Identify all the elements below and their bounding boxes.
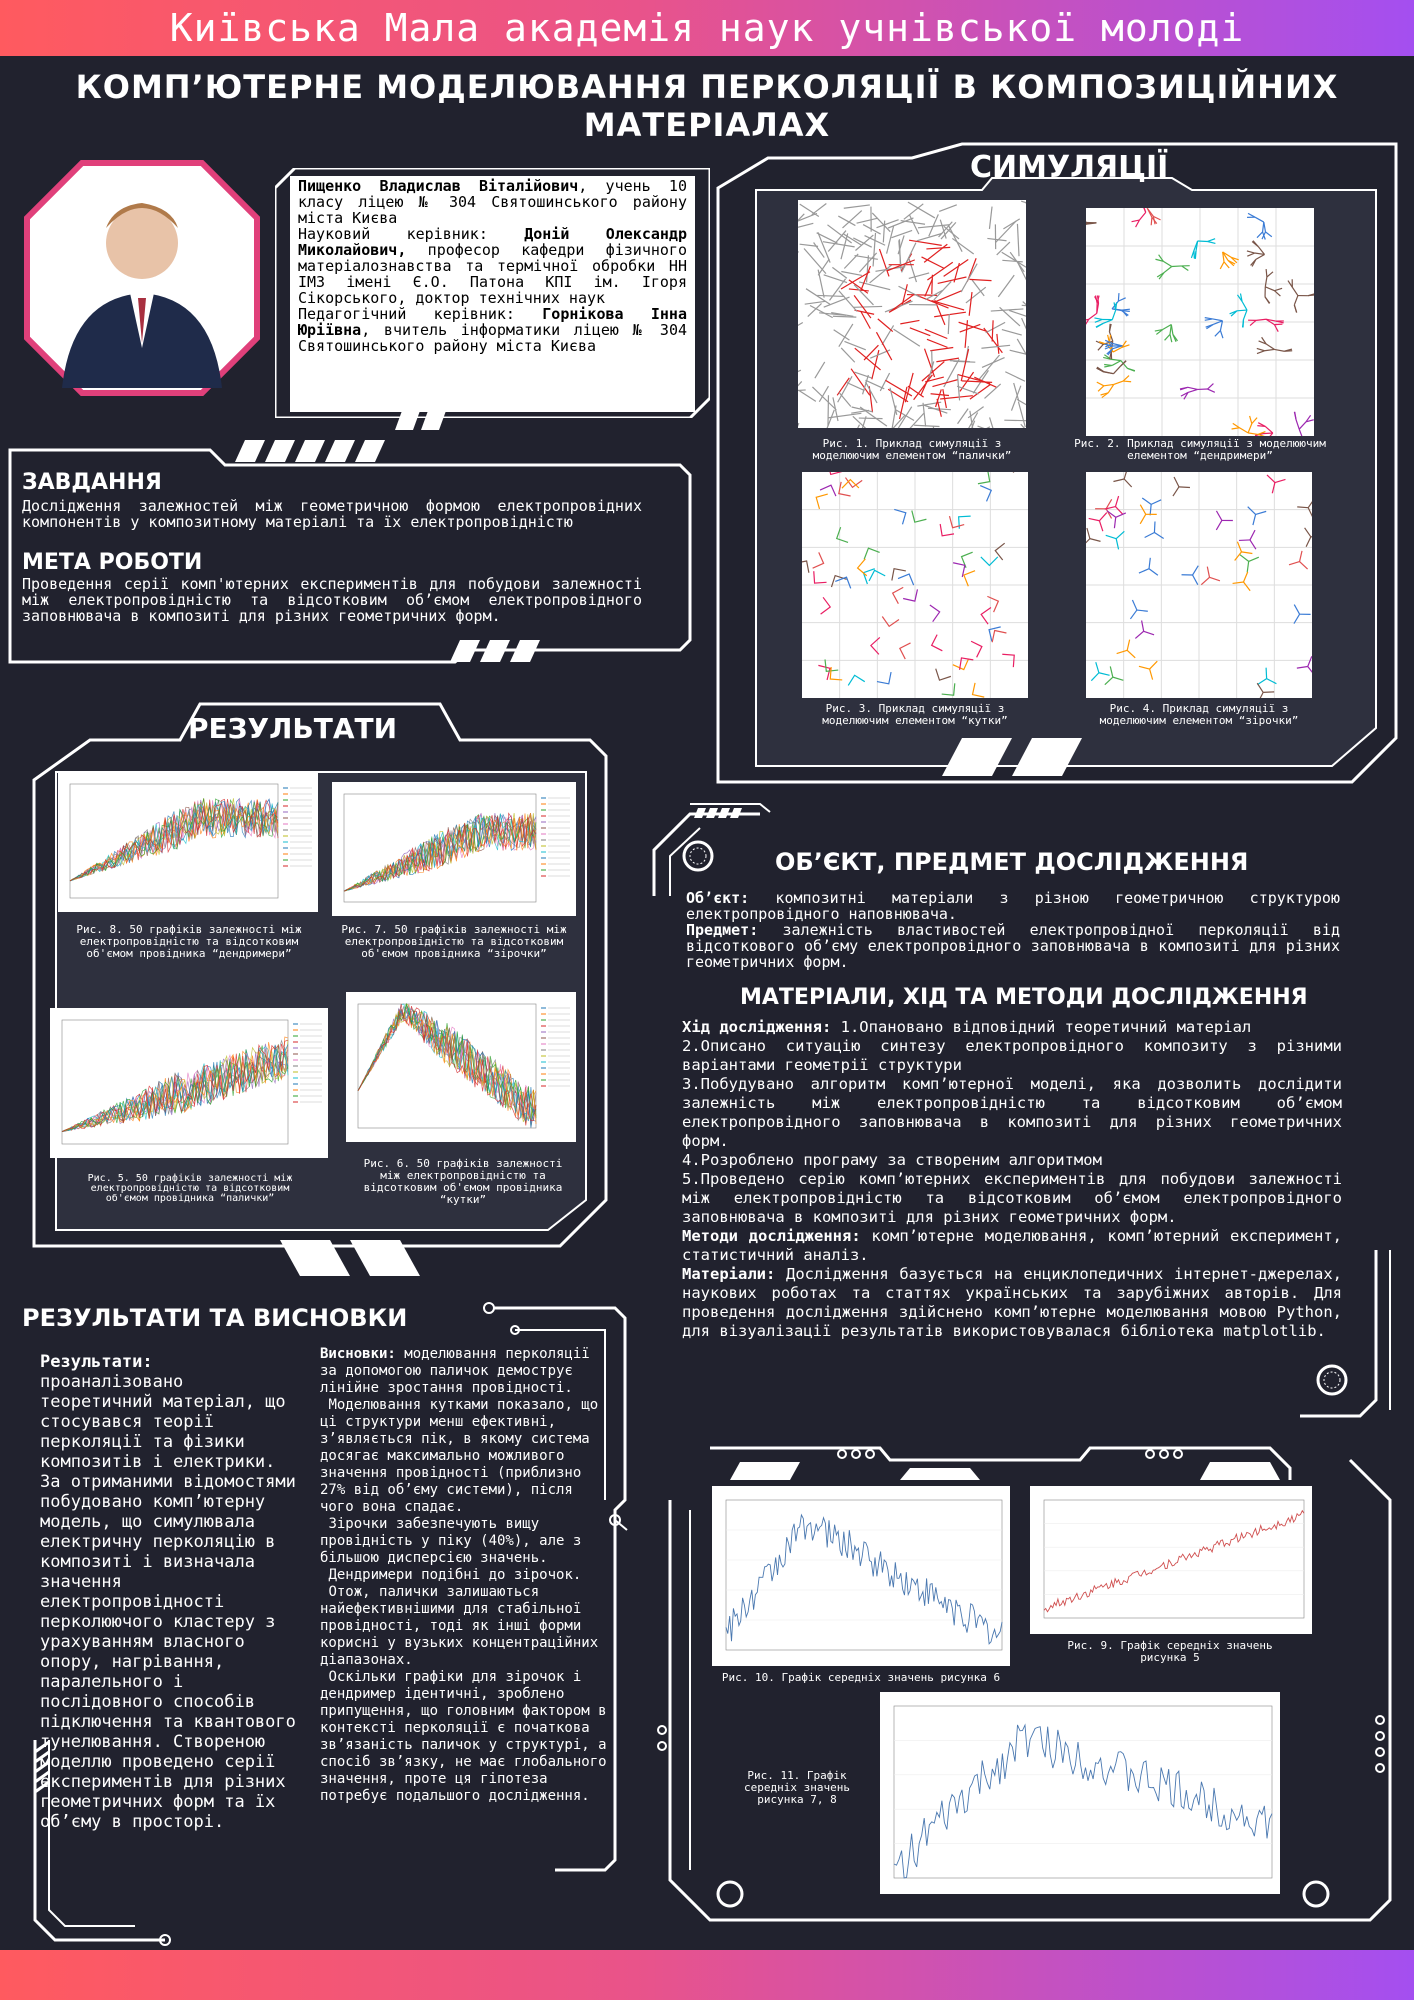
methods-text: Хід дослідження: 1.Опановано відповідний теоретичний матеріал 2.Описано ситуацію синтезу електропровідного композиту з різними варіантами геометрії структури 3.Побудувано алгоритм комп’ютерної моделі, яка дозволить дослідити залежність між електропровідністю та відсотковим об’ємом електропровідного заповнювача в композиті для різних геометричних форм. 4.Розроблено програму за створеним алгоритмом 5.Проведено серію комп’ютерних експериментів для побудови залежності між електропровідністю та відсотковим об’ємом електропровідного заповнювача в композиті для різних геометричних форм. Методи дослідження: комп’ютерне моделювання, комп’ютерний експеримент, статистичний аналіз. Матеріали: Дослідження базується на енциклопедичних інтернет-джерелах, наукових роботах та статтях українських та зарубіжних авторів. Для проведення дослідження здійснено комп’ютерне моделювання мовою Python, для візуалізації результатів використовувалася бібліотека matplotlib. xyxy=(682,1018,1343,1340)
sim-figure-1 xyxy=(798,200,1026,428)
sim-caption-1: Рис. 1. Приклад симуляції з моделюючим елементом “палички” xyxy=(812,437,1012,462)
results-summary: Результати: проаналізовано теоретичний матеріал, що стосувався теорії перколяції та фізики композитів і електрики. За отриманими відомостями побудовано комп’ютерну модель, що симулювала електричну перколяцію в композиті і визначала значення електропровідності перколюючого кластеру з урахуванням власного опору, нагрівання, паралельного і послідовного способів підключення та квантового тунелювання. Створеною моделлю проведено серії експериментів для різних геометричних форм та їх об’єму в просторі. xyxy=(40,1352,296,1832)
object-text: Об’єкт: композитні матеріали з різною геометричною структурою електропровідного наповнювача. Предмет: залежність властивостей електропровідної перколяції від відсоткового об’єму електропровідного заповнювача в композиті для різних геометричних форм. xyxy=(686,889,1340,971)
author-photo xyxy=(22,158,262,398)
org-name: Київська Мала академія наук учнівської молоді xyxy=(169,6,1245,50)
task-text: Дослідження залежностей між геометричною формою електропровідних компонентів у композитному матеріалі та їх електропровідністю xyxy=(22,497,642,531)
sim-caption-2: Рис. 2. Приклад симуляції з моделюючим елементом “дендримери” xyxy=(1074,437,1326,462)
avg-caption-9: Рис. 9. Графік середніх значень рисунка 5 xyxy=(1067,1639,1273,1664)
avg-figure-11 xyxy=(880,1692,1280,1894)
simulations-heading: СИМУЛЯЦІЇ xyxy=(970,150,1169,185)
bottom-banner xyxy=(0,1950,1414,2000)
goal-text: Проведення серії комп'ютерних експериментів для побудови залежності між електропровідністю та відсотковим об’ємом електропровідного заповнювача в композиті для різних геометричних форм. xyxy=(22,575,642,625)
sim-caption-3: Рис. 3. Приклад симуляції з моделюючим елементом “кутки” xyxy=(822,702,1008,727)
author-card: Пищенко Владислав Віталійович, учень 10 класу ліцею № 304 Святошинського району міста Києва Науковий керівник: Доній Олександр Миколайович, професор кафедри фізичного матеріалознавства та термічної обробки НН ІМЗ імені Є.О. Патона КПІ ім. Ігоря Сікорського, доктор технічних наук Педагогічний керівник: Горнікова Інна Юріївна, вчитель інформатики ліцею № 304 Святошинського району міста Києва xyxy=(290,176,695,412)
avg-caption-11: Рис. 11. Графік середніх значень рисунка 7, 8 xyxy=(744,1769,850,1806)
author-name: Пищенко Владислав Віталійович xyxy=(298,177,579,195)
conclusions-heading: РЕЗУЛЬТАТИ ТА ВИСНОВКИ xyxy=(22,1304,408,1332)
result-figure-7 xyxy=(332,782,576,916)
stripe-deco xyxy=(395,408,455,430)
sim-caption-4: Рис. 4. Приклад симуляції з моделюючим елементом “зірочки” xyxy=(1099,702,1299,727)
avg-caption-10: Рис. 10. Графік середніх значень рисунка 6 xyxy=(721,1671,1001,1684)
goal-heading: МЕТА РОБОТИ xyxy=(22,550,203,575)
object-heading: ОБ’ЄКТ, ПРЕДМЕТ ДОСЛІДЖЕННЯ xyxy=(775,848,1249,876)
result-figure-6 xyxy=(346,992,576,1142)
result-caption-5: Рис. 5. 50 графіків залежності між електропровідністю та відсотковим об'ємом провідника “палички” xyxy=(87,1173,293,1204)
top-banner xyxy=(0,0,1414,56)
result-figure-8 xyxy=(58,772,318,912)
supervisor-name: Доній Олександр Миколайович, xyxy=(298,225,687,259)
sim-figure-2 xyxy=(1086,208,1314,436)
result-caption-8: Рис. 8. 50 графіків залежності між електропровідністю та відсотковим об'ємом провідника “дендримери” xyxy=(76,923,302,960)
methods-deco xyxy=(1300,1250,1410,1430)
sim-figure-4 xyxy=(1086,472,1312,698)
result-figure-5 xyxy=(50,1008,328,1158)
avg-figure-9 xyxy=(1030,1486,1312,1634)
methods-heading: МАТЕРІАЛИ, ХІД ТА МЕТОДИ ДОСЛІДЖЕННЯ xyxy=(740,985,1308,1010)
task-heading: ЗАВДАННЯ xyxy=(22,470,162,495)
teacher-name: Горнікова Інна Юріївна xyxy=(298,305,687,339)
result-caption-7: Рис. 7. 50 графіків залежності між електропровідністю та відсотковим об'ємом провідника “зірочки” xyxy=(341,923,567,960)
conclusions-text: Висновки: моделювання перколяції за допомогою паличок демострує лінійне зростання провідності. Моделювання кутками показало, що ці структури менш ефективні, з’являється пік, в якому система досягає максимально можливого значення провідності (приблизно 27% від об’єму системи), після чого вона спадає. Зірочки забезпечують вищу провідність у піку (40%), але з більшою дисперсією значень. Дендримери подібні до зірочок. Отож, палички залишаються найефективнішими для стабільної провідності, тоді як інші форми корисні у вузьких концентраційних діапазонах. Оскільки графіки для зірочок і дендример ідентичні, зроблено припущення, що головним фактором в контексті перколяції є початкова зв’язаність паличок у структурі, а спосіб зв’язку, не має глобального значення, проте ця гіпотеза потребує подальшого дослідження. xyxy=(320,1346,607,1804)
avg-figure-10 xyxy=(712,1486,1010,1666)
result-caption-6: Рис. 6. 50 графіків залежності між електропровідністю та відсотковим об'ємом провідника “кутки” xyxy=(363,1157,563,1206)
results-heading: РЕЗУЛЬТАТИ xyxy=(188,712,398,745)
sim-figure-3 xyxy=(802,472,1028,698)
poster-title: КОМП’ЮТЕРНЕ МОДЕЛЮВАННЯ ПЕРКОЛЯЦІЇ В КОМПОЗИЦІЙНИХ МАТЕРІАЛАХ xyxy=(75,68,1339,144)
